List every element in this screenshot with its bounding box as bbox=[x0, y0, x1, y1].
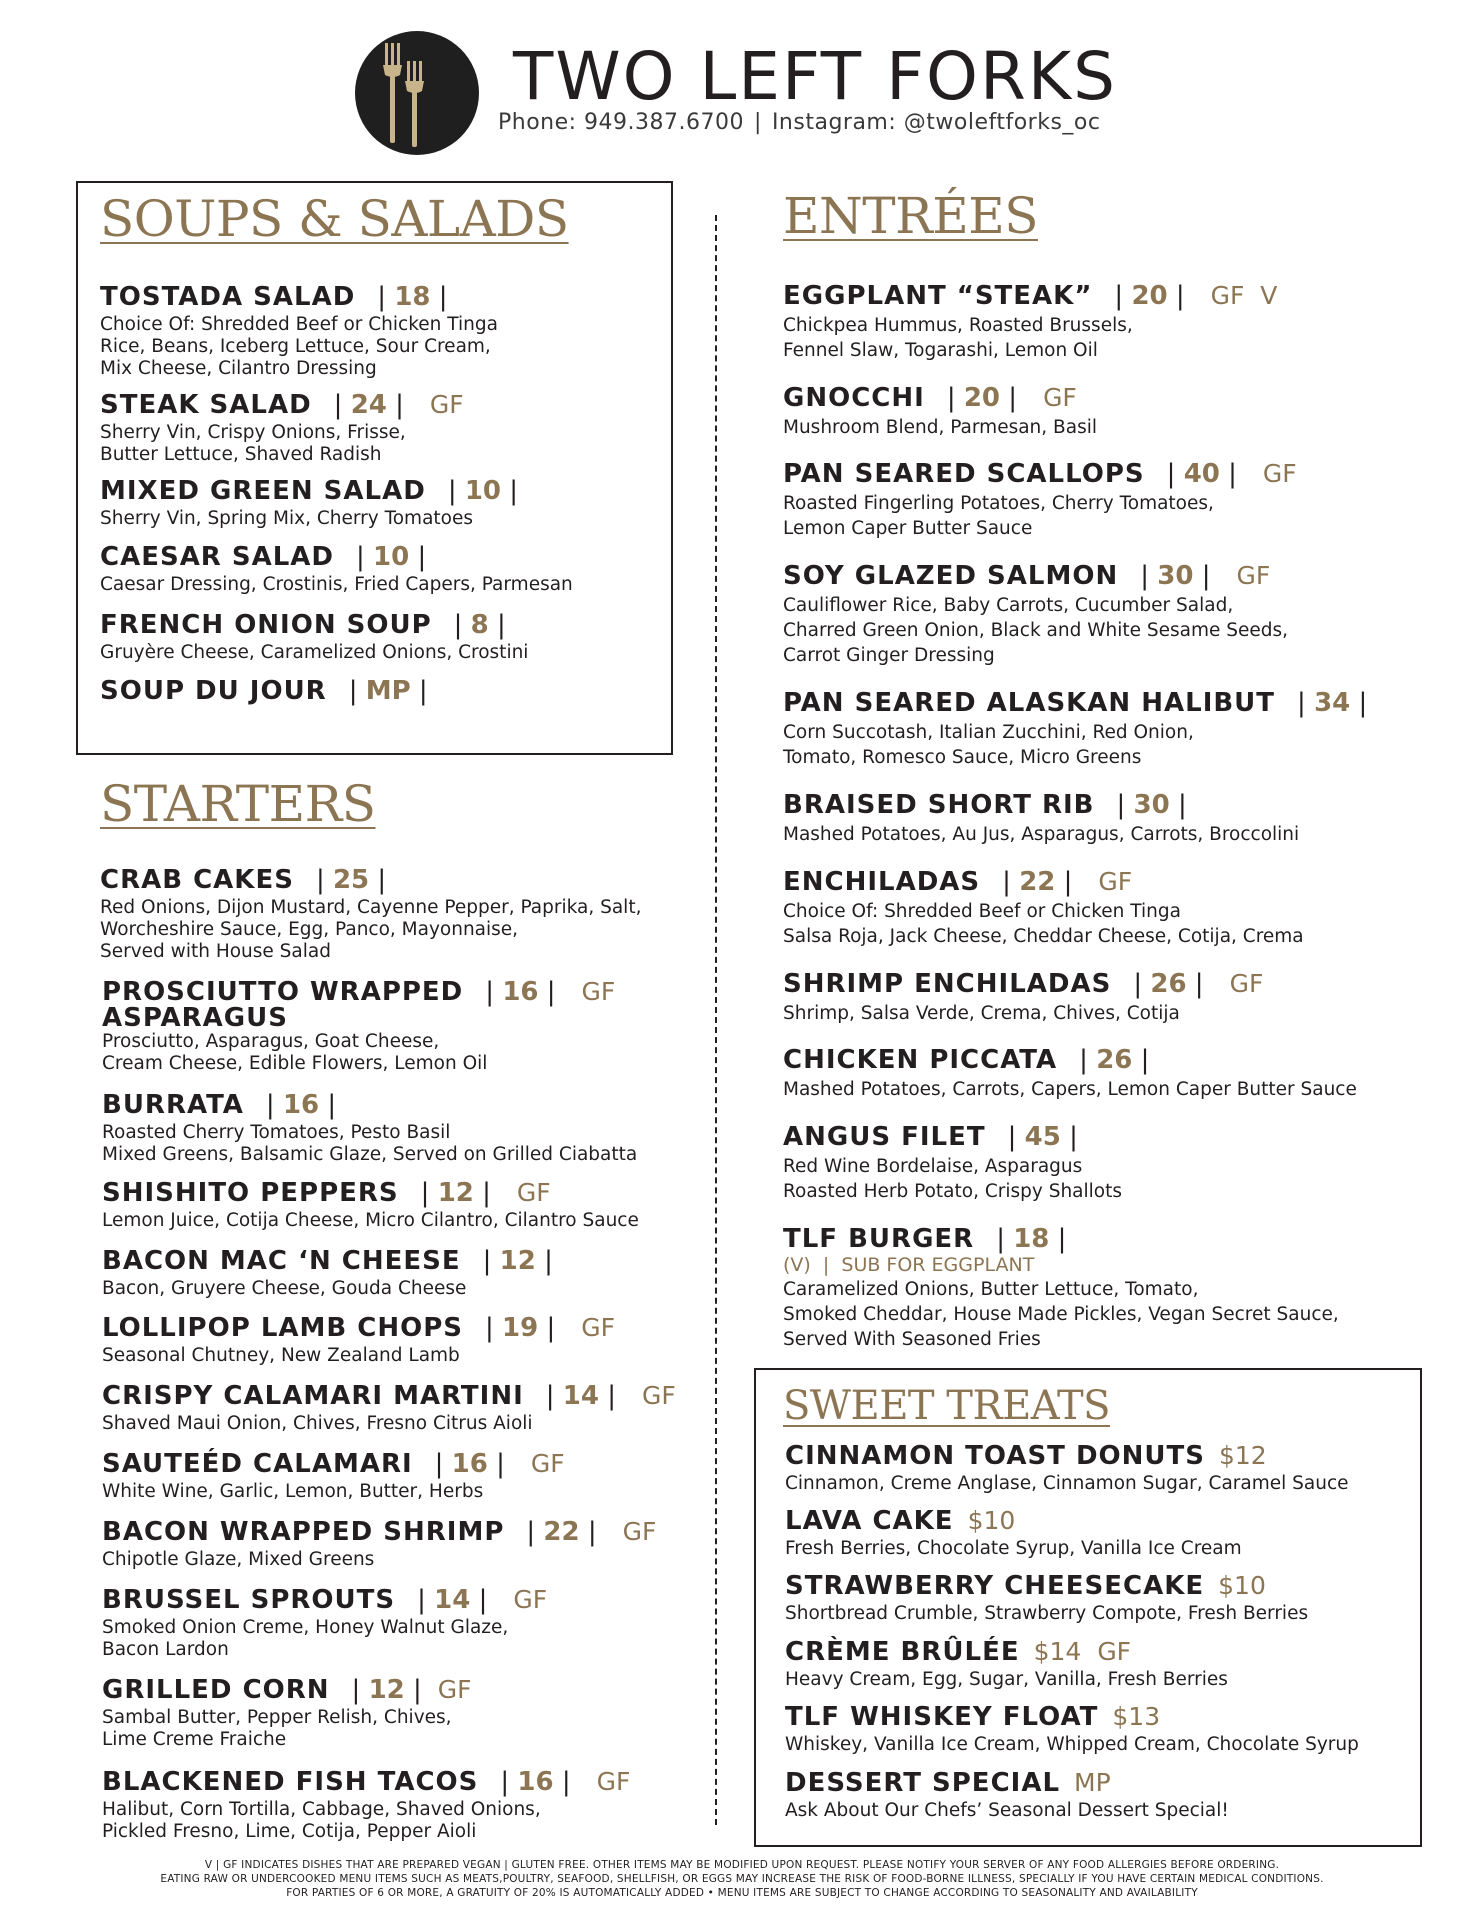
item-description: Caramelized Onions, Butter Lettuce, Tomato, Smoked Cheddar, House Made Pickles, Vegan Secret Sauce, Served With Seasoned Fries bbox=[783, 1279, 1339, 1350]
item-description: Mushroom Blend, Parmesan, Basil bbox=[783, 417, 1097, 438]
item-name: LOLLIPOP LAMB CHOPS bbox=[102, 1313, 463, 1343]
item-price: MP bbox=[1074, 1768, 1111, 1797]
menu-item-bacon-wrapped-shrimp bbox=[102, 1517, 656, 1571]
instagram-handle[interactable]: Instagram: @twoleftforks_oc bbox=[771, 110, 1101, 135]
item-description: White Wine, Garlic, Lemon, Butter, Herbs bbox=[102, 1481, 484, 1502]
item-description: Sambal Butter, Pepper Relish, Chives, Lime Creme Fraiche bbox=[102, 1707, 452, 1750]
entrees-title: ENTRÉES bbox=[783, 187, 1038, 245]
item-name: CRAB CAKES bbox=[100, 865, 294, 895]
item-dietary-tag: GF bbox=[1236, 561, 1271, 590]
item-dietary-tag: GF bbox=[581, 977, 616, 1006]
item-name: SAUTEÉD CALAMARI bbox=[102, 1449, 413, 1479]
two-forks-logo-icon bbox=[355, 31, 479, 155]
item-price: $10 bbox=[967, 1506, 1016, 1535]
item-price: $13 bbox=[1112, 1702, 1161, 1731]
item-name: BLACKENED FISH TACOS bbox=[102, 1767, 479, 1797]
menu-item-mixed-green-salad bbox=[100, 476, 518, 530]
item-name: SOUP DU JOUR bbox=[100, 676, 327, 706]
menu-item-crispy-calamari-martini bbox=[102, 1381, 676, 1435]
item-dietary-tag: GF bbox=[642, 1381, 676, 1410]
menu-footer-disclaimer bbox=[0, 1858, 1484, 1900]
item-price: | 12 | bbox=[351, 1675, 422, 1705]
item-price: | 26 | bbox=[1079, 1045, 1150, 1075]
footer-line: V | GF INDICATES DISHES THAT ARE PREPARED VEGAN | GLUTEN FREE. OTHER ITEMS MAY BE MODIFIED UPON REQUEST. PLEASE NOTIFY YOUR SERVER OF ANY FOOD ALLERGIES BEFORE ORDERING. bbox=[204, 1859, 1280, 1871]
footer-line: FOR PARTIES OF 6 OR MORE, A GRATUITY OF 20% IS AUTOMATICALLY ADDED • MENU ITEMS ARE SUBJECT TO CHANGE ACCORDING TO SEASONALITY AND AVAILABILITY bbox=[286, 1887, 1198, 1899]
item-dietary-tag: GF bbox=[596, 1767, 631, 1796]
item-description: Shortbread Crumble, Strawberry Compote, Fresh Berries bbox=[785, 1603, 1309, 1624]
item-name: STRAWBERRY CHEESECAKE bbox=[785, 1571, 1205, 1601]
item-name: GRILLED CORN bbox=[102, 1675, 330, 1705]
item-description: Red Onions, Dijon Mustard, Cayenne Pepper, Paprika, Salt, Worcheshire Sauce, Egg, Panco, Mayonnaise, Served with House Salad bbox=[100, 897, 642, 962]
item-price: | 16 | bbox=[265, 1090, 337, 1120]
item-description: Bacon, Gruyere Cheese, Gouda Cheese bbox=[102, 1278, 467, 1299]
item-dietary-tag: GF bbox=[516, 1178, 551, 1207]
item-name: SHISHITO PEPPERS bbox=[102, 1178, 399, 1208]
item-name: BRUSSEL SPROUTS bbox=[102, 1585, 396, 1615]
item-name: CRÈME BRÛLÉE bbox=[785, 1637, 1020, 1667]
item-name: SHRIMP ENCHILADAS bbox=[783, 969, 1112, 999]
item-price: | 14 | bbox=[417, 1585, 488, 1615]
menu-item-braised-short-rib bbox=[783, 790, 1299, 847]
item-price: | 20 | bbox=[1114, 281, 1185, 311]
item-description: Shaved Maui Onion, Chives, Fresno Citrus Aioli bbox=[102, 1413, 533, 1434]
item-dietary-tag: GF V bbox=[1210, 281, 1278, 310]
item-dietary-tag: GF bbox=[581, 1313, 615, 1342]
item-price: | 8 | bbox=[453, 610, 506, 640]
menu-item-french-onion-soup bbox=[100, 610, 528, 664]
item-name: FRENCH ONION SOUP bbox=[100, 610, 432, 640]
item-dietary-tag: GF bbox=[429, 390, 464, 419]
item-name: DESSERT SPECIAL bbox=[785, 1768, 1061, 1798]
item-vegan-option-note: (V) | SUB FOR EGGPLANT bbox=[783, 1254, 1035, 1276]
item-dietary-tag: GF bbox=[1097, 1637, 1132, 1666]
item-description: Corn Succotash, Italian Zucchini, Red Onion, Tomato, Romesco Sauce, Micro Greens bbox=[783, 722, 1194, 768]
menu-item-bacon-mac-n-cheese bbox=[102, 1246, 553, 1300]
item-price: | 19 | bbox=[484, 1313, 556, 1343]
item-name: PAN SEARED ALASKAN HALIBUT bbox=[783, 688, 1276, 718]
item-name: CINNAMON TOAST DONUTS bbox=[785, 1441, 1205, 1471]
item-name: PROSCIUTTO WRAPPED bbox=[102, 977, 464, 1007]
item-dietary-tag: GF bbox=[513, 1585, 548, 1614]
item-name: TLF BURGER bbox=[783, 1224, 975, 1254]
item-description: Mashed Potatoes, Au Jus, Asparagus, Carrots, Broccolini bbox=[783, 824, 1300, 845]
menu-item-chicken-piccata bbox=[783, 1045, 1357, 1102]
item-price: | 18 | bbox=[996, 1224, 1067, 1254]
item-dietary-tag: GF bbox=[1262, 459, 1297, 488]
contact-line bbox=[498, 110, 1100, 135]
item-name: LAVA CAKE bbox=[785, 1506, 954, 1536]
menu-item-steak-salad bbox=[100, 390, 464, 466]
item-name: CAESAR SALAD bbox=[100, 542, 335, 572]
menu-item-pan-seared-scallops bbox=[783, 459, 1297, 541]
menu-item-lollipop-lamb-chops bbox=[102, 1313, 615, 1367]
item-dietary-tag: GF bbox=[530, 1449, 565, 1478]
item-description: Halibut, Corn Tortilla, Cabbage, Shaved Onions, Pickled Fresno, Lime, Cotija, Pepper Aioli bbox=[102, 1799, 541, 1842]
item-price: | 20 | bbox=[946, 383, 1018, 413]
menu-item-brussel-sprouts bbox=[102, 1585, 547, 1661]
item-price: | 40 | bbox=[1166, 459, 1237, 489]
menu-item-grilled-corn bbox=[102, 1675, 472, 1751]
item-price: | 30 | bbox=[1140, 561, 1211, 591]
item-description: Cinnamon, Creme Anglase, Cinnamon Sugar, Caramel Sauce bbox=[785, 1473, 1349, 1494]
item-name: SOY GLAZED SALMON bbox=[783, 561, 1119, 591]
menu-item-angus-filet bbox=[783, 1122, 1122, 1204]
item-description: Choice Of: Shredded Beef or Chicken Tinga Salsa Roja, Jack Cheese, Cheddar Cheese, Cotija, Crema bbox=[783, 901, 1304, 947]
item-price: | 10 | bbox=[447, 476, 519, 506]
item-description: Mashed Potatoes, Carrots, Capers, Lemon Caper Butter Sauce bbox=[783, 1079, 1357, 1100]
item-name: GNOCCHI bbox=[783, 383, 925, 413]
menu-item-enchiladas bbox=[783, 867, 1304, 949]
starters-title: STARTERS bbox=[100, 775, 376, 833]
dessert-item-creme-brulee bbox=[785, 1637, 1228, 1691]
restaurant-name: TWO LEFT FORKS bbox=[513, 38, 1118, 115]
item-price: $14 bbox=[1033, 1637, 1082, 1666]
sweet-treats-title: SWEET TREATS bbox=[783, 1383, 1111, 1429]
menu-header bbox=[0, 0, 1484, 150]
menu-item-tostada-salad bbox=[100, 282, 498, 380]
menu-item-tlf-burger bbox=[783, 1224, 1339, 1352]
item-description: Roasted Fingerling Potatoes, Cherry Tomatoes, Lemon Caper Butter Sauce bbox=[783, 493, 1214, 539]
item-price: | 12 | bbox=[482, 1246, 553, 1276]
item-description: Red Wine Bordelaise, Asparagus Roasted Herb Potato, Crispy Shallots bbox=[783, 1156, 1123, 1202]
menu-item-shrimp-enchiladas bbox=[783, 969, 1263, 1026]
item-dietary-tag: GF bbox=[622, 1517, 657, 1546]
item-price: | 16 | bbox=[500, 1767, 571, 1797]
menu-item-prosciutto-wrapped-asparagus bbox=[102, 977, 615, 1075]
menu-item-blackened-fish-tacos bbox=[102, 1767, 630, 1843]
item-price: | 34 | bbox=[1297, 688, 1368, 718]
item-description: Whiskey, Vanilla Ice Cream, Whipped Cream, Chocolate Syrup bbox=[785, 1734, 1359, 1755]
menu-item-crab-cakes bbox=[100, 865, 641, 963]
item-name: EGGPLANT “STEAK” bbox=[783, 281, 1093, 311]
dessert-item-cinnamon-toast-donuts bbox=[785, 1441, 1349, 1495]
dessert-item-lava-cake bbox=[785, 1506, 1242, 1560]
item-description: Shrimp, Salsa Verde, Crema, Chives, Cotija bbox=[783, 1003, 1180, 1024]
item-name: BURRATA bbox=[102, 1090, 244, 1120]
item-price: | 16 | bbox=[434, 1449, 505, 1479]
contact-separator: | bbox=[754, 110, 762, 135]
item-description: Lemon Juice, Cotija Cheese, Micro Cilantro, Cilantro Sauce bbox=[102, 1210, 639, 1231]
item-name: CRISPY CALAMARI MARTINI bbox=[102, 1381, 524, 1411]
item-price: | 14 | bbox=[545, 1381, 617, 1411]
item-description: Choice Of: Shredded Beef or Chicken Tinga Rice, Beans, Iceberg Lettuce, Sour Cream, Mix Cheese, Cilantro Dressing bbox=[100, 314, 498, 379]
item-dietary-tag: GF bbox=[437, 1675, 472, 1704]
item-dietary-tag: GF bbox=[1098, 867, 1133, 896]
item-name: ENCHILADAS bbox=[783, 867, 981, 897]
item-description: Sherry Vin, Spring Mix, Cherry Tomatoes bbox=[100, 508, 473, 529]
menu-item-burrata bbox=[102, 1090, 637, 1166]
soups-salads-title: SOUPS & SALADS bbox=[100, 190, 569, 248]
item-price: | 30 | bbox=[1116, 790, 1187, 820]
phone-number[interactable]: Phone: 949.387.6700 bbox=[498, 110, 745, 135]
item-description: Sherry Vin, Crispy Onions, Frisse, Butter Lettuce, Shaved Radish bbox=[100, 422, 406, 465]
item-price: $12 bbox=[1218, 1441, 1267, 1470]
item-dietary-tag: GF bbox=[1229, 969, 1264, 998]
item-name-line-2: ASPARAGUS bbox=[102, 1003, 288, 1033]
menu-item-caesar-salad bbox=[100, 542, 573, 596]
menu-item-soy-glazed-salmon bbox=[783, 561, 1288, 668]
item-price: | 12 | bbox=[420, 1178, 491, 1208]
item-name: TLF WHISKEY FLOAT bbox=[785, 1702, 1099, 1732]
item-description: Ask About Our Chefs’ Seasonal Dessert Special! bbox=[785, 1800, 1229, 1821]
item-description: Seasonal Chutney, New Zealand Lamb bbox=[102, 1345, 460, 1366]
item-dietary-tag: GF bbox=[1043, 383, 1077, 412]
item-price: | 18 | bbox=[377, 282, 448, 312]
item-price: | 45 | bbox=[1007, 1122, 1078, 1152]
item-description: Fresh Berries, Chocolate Syrup, Vanilla Ice Cream bbox=[785, 1538, 1242, 1559]
item-description: Chickpea Hummus, Roasted Brussels, Fennel Slaw, Togarashi, Lemon Oil bbox=[783, 315, 1133, 361]
footer-line: EATING RAW OR UNDERCOOKED MENU ITEMS SUCH AS MEATS,POULTRY, SEAFOOD, SHELLFISH, OR EGGS MAY INCREASE THE RISK OF FOOD-BORNE ILLNESS, SPECIALLY IF YOU HAVE CERTAIN MEDICAL CONDITIONS. bbox=[160, 1873, 1324, 1885]
item-name: BRAISED SHORT RIB bbox=[783, 790, 1095, 820]
dessert-item-tlf-whiskey-float bbox=[785, 1702, 1359, 1756]
item-price: | 22 | bbox=[526, 1517, 597, 1547]
item-description: Roasted Cherry Tomatoes, Pesto Basil Mixed Greens, Balsamic Glaze, Served on Grilled Ciabatta bbox=[102, 1122, 638, 1165]
item-price: | MP | bbox=[348, 676, 428, 706]
menu-item-shishito-peppers bbox=[102, 1178, 639, 1232]
menu-item-soup-du-jour bbox=[100, 676, 428, 706]
item-price: | 22 | bbox=[1002, 867, 1073, 897]
item-name: CHICKEN PICCATA bbox=[783, 1045, 1058, 1075]
item-description: Heavy Cream, Egg, Sugar, Vanilla, Fresh Berries bbox=[785, 1669, 1228, 1690]
item-name: BACON WRAPPED SHRIMP bbox=[102, 1517, 505, 1547]
item-price: | 26 | bbox=[1133, 969, 1204, 999]
item-name: PAN SEARED SCALLOPS bbox=[783, 459, 1145, 489]
item-price: | 25 | bbox=[315, 865, 387, 895]
dessert-item-strawberry-cheesecake bbox=[785, 1571, 1308, 1625]
item-description: Smoked Onion Creme, Honey Walnut Glaze, Bacon Lardon bbox=[102, 1617, 509, 1660]
menu-item-pan-seared-alaskan-halibut bbox=[783, 688, 1367, 770]
item-name: STEAK SALAD bbox=[100, 390, 312, 420]
menu-item-sauteed-calamari bbox=[102, 1449, 565, 1503]
item-description: Prosciutto, Asparagus, Goat Cheese, Cream Cheese, Edible Flowers, Lemon Oil bbox=[102, 1031, 488, 1074]
menu-item-gnocchi bbox=[783, 383, 1097, 440]
column-divider bbox=[715, 215, 717, 1825]
dessert-item-dessert-special bbox=[785, 1768, 1229, 1822]
soups-salads-box bbox=[76, 181, 673, 755]
item-description: Gruyère Cheese, Caramelized Onions, Crostini bbox=[100, 642, 529, 663]
item-price: | 10 | bbox=[356, 542, 427, 572]
item-description: Cauliflower Rice, Baby Carrots, Cucumber Salad, Charred Green Onion, Black and White Sesame Seeds, Carrot Ginger Dressing bbox=[783, 595, 1289, 666]
item-name: MIXED GREEN SALAD bbox=[100, 476, 426, 506]
item-name: BACON MAC ‘N CHEESE bbox=[102, 1246, 461, 1276]
item-price: | 24 | bbox=[333, 390, 404, 420]
item-price: $10 bbox=[1218, 1571, 1266, 1600]
item-description: Chipotle Glaze, Mixed Greens bbox=[102, 1549, 375, 1570]
item-name: TOSTADA SALAD bbox=[100, 282, 356, 312]
menu-item-eggplant-steak bbox=[783, 281, 1277, 363]
item-price: | 16 | bbox=[485, 977, 556, 1007]
item-description: Caesar Dressing, Crostinis, Fried Capers, Parmesan bbox=[100, 574, 573, 595]
item-name: ANGUS FILET bbox=[783, 1122, 986, 1152]
